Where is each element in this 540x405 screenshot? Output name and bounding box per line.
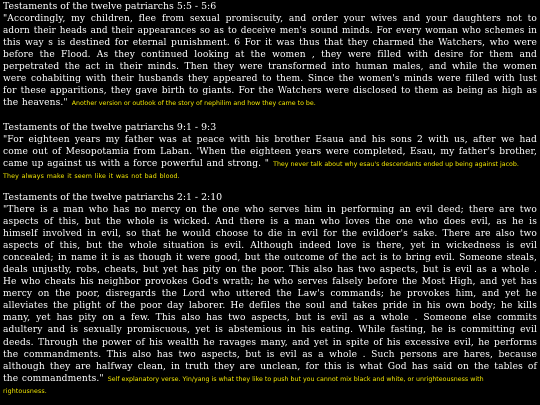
text-line: He who cheats his neighbor provokes God's wrath; he who serves falsely before the Most High, and yet has [3, 277, 537, 288]
text-line: himself involved in evil, so that he would choose to die in evil for the evildoer's sake. There are also two [3, 229, 537, 240]
text-line: mercy on the poor, disregards the Lord who uttered the Law's commands; he provokes him, and yet he [3, 289, 537, 300]
commentary-note: Self explanatory verse. Yin/yang is what they like to push but you cannot mix black and white, or unrighteousness with [107, 375, 484, 383]
text-line: were cohabiting with their husbands they appeared to them. Since the women's minds were filled with lust [3, 74, 537, 85]
text-line: the commandments. This also has two aspects, but is evil as a whole . Such persons are hares, because [3, 349, 537, 360]
text-line: before the Flood. As they continued looking at the women , they were filled with desire for them and [3, 50, 537, 61]
text-line-end: the commandments." [3, 373, 104, 384]
text-line [3, 158, 537, 171]
text-line: come out of Mesopotamia from Laban. 'When the eighteen years were completed, Esau, my father's brother, [3, 147, 537, 158]
text-line: aspects of this, but the whole situation is evil. Although indeed love is there, yet in wickedness is evil [3, 241, 537, 252]
text-line: for these apparitions, they gave birth to giants. For the Watchers were disclosed to them as being as high as [3, 86, 537, 97]
text-line: concealed; in name it is as though it were good, but the outcome of the act is to bring evil. Someone steals, [3, 253, 537, 264]
text-line: "For eighteen years my father was at peace with his brother Esaua and his sons 2 with us, after we had [3, 135, 537, 145]
commentary-note: rightousness. [3, 387, 47, 395]
text-line-end: came up against us with a force powerful and strong. " [3, 159, 270, 170]
text-line: deeds. Through the power of his wealth he ravages many, and yet in spite of his excessive evil, he performs [3, 337, 537, 348]
passage-2 [3, 122, 537, 183]
text-line: adorn their heads and their appearances so as to deceive men's sound minds. For every woman who schemes in [3, 26, 537, 37]
passage-text [3, 134, 537, 183]
text-line: although they are halfway clean, in truth they are unclean, for this is what God has said on the tables of [3, 361, 537, 372]
passage-heading: Testaments of the twelve patriarchs 2:1 - 2:10 [3, 192, 223, 203]
commentary-note: They never talk about why esau's descendants ended up being against jacob. [273, 161, 519, 169]
text-line: deals unjustly, robs, cheats, but yet has pity on the poor. This also has two aspects, but is evil as a whole . [3, 265, 537, 276]
text-line-end: the heavens." [3, 98, 68, 109]
text-line: "There is a man who has no mercy on the one who serves him in performing an evil deed; there are two [3, 205, 537, 215]
passage-text [3, 13, 537, 110]
passage-heading: Testaments of the twelve patriarchs 9:1 - 9:3 [3, 122, 217, 133]
text-line: many, yet has pity on a few. This also has two aspects, but is evil as a whole . Someone else commits [3, 313, 537, 324]
passage-text [3, 204, 537, 398]
text-line: "Accordingly, my children, flee from sexual promiscuity, and order your wives and your daughters not to [3, 14, 537, 24]
passage-1 [3, 1, 537, 110]
commentary-note: Another version or outlook of the story of nephilim and how they came to be. [71, 100, 316, 108]
text-line: this way s is destined for eternal punishment. 6 For it was thus that they charmed the Watchers, who were [3, 38, 537, 49]
text-line [3, 97, 537, 110]
text-line: aspects of this, but the whole is wicked. And there is a man who loves the one who does evil, as he is [3, 217, 537, 228]
text-line [3, 373, 537, 386]
passage-heading: Testaments of the twelve patriarchs 5:5 - 5:6 [3, 1, 217, 12]
commentary-note: They always make it seem like it was not bad blood. [3, 173, 180, 181]
passage-3 [3, 192, 537, 398]
text-line: perpetrated the act in their minds. Then they were transformed into human males, and while the women [3, 62, 537, 73]
text-line: adultery and is sexually promiscuous, yet is abstemious in his eating. While fasting, he is committing evil [3, 325, 537, 336]
text-line: alleviates the plight of the poor day laborer. He defiles the soul and takes pride in his own body; he kills [3, 301, 537, 312]
